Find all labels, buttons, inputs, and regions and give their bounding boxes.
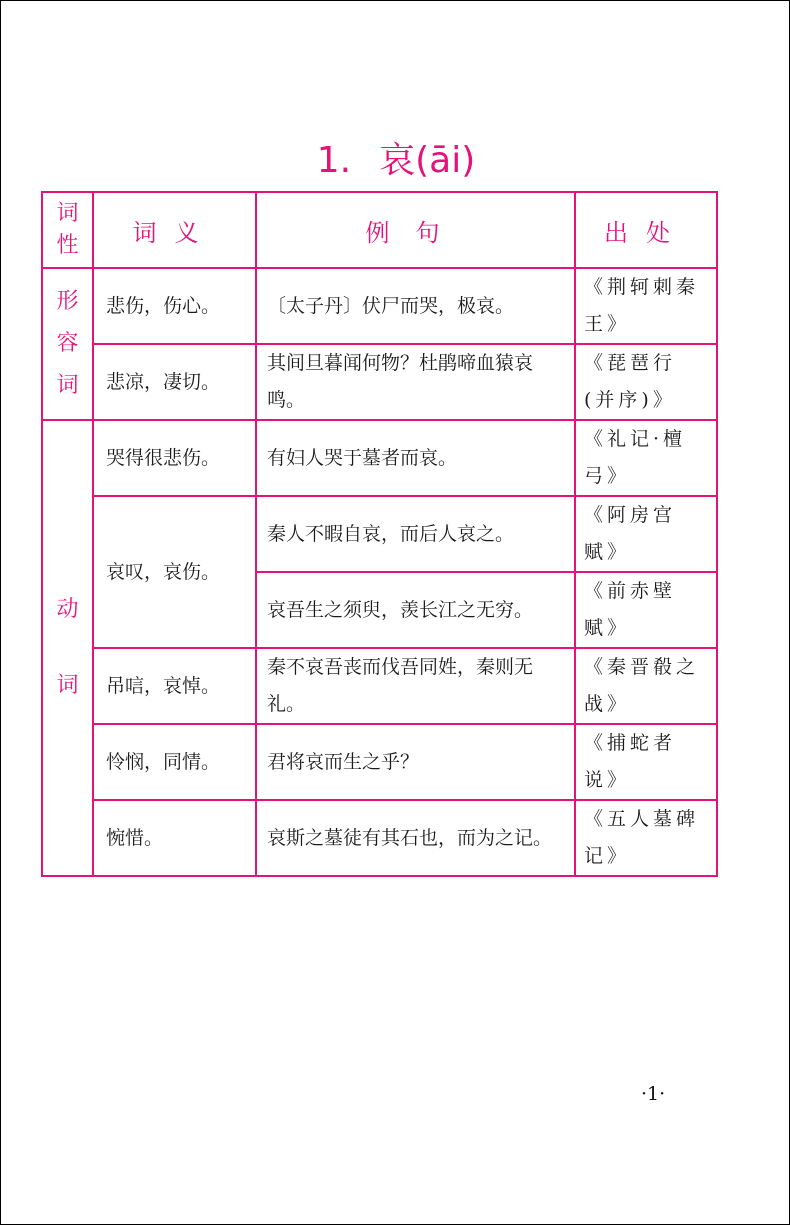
meaning-cell: 怜悯，同情。: [93, 724, 256, 800]
page-title: [1, 139, 790, 183]
page-number: ·1·: [641, 1083, 666, 1105]
example-cell: 〔太子丹〕伏尸而哭，极哀。: [256, 268, 575, 344]
source-cell: 《荆轲刺秦王》: [575, 268, 717, 344]
example-cell: 君将哀而生之乎？: [256, 724, 575, 800]
header-source: 出处: [575, 192, 717, 268]
source-cell: 《琵琶行(并序)》: [575, 344, 717, 420]
source-cell: 《阿房宫赋》: [575, 496, 717, 572]
header-meaning: 词义: [93, 192, 256, 268]
pos-adjective: 形 容 词: [42, 268, 93, 420]
header-part-of-speech: 词 性: [42, 192, 93, 268]
source-cell: 《秦晋殽之战》: [575, 648, 717, 724]
example-cell: 秦人不暇自哀，而后人哀之。: [256, 496, 575, 572]
headword: 哀(āi): [379, 140, 476, 181]
example-cell: 秦不哀吾丧而伐吾同姓，秦则无礼。: [256, 648, 575, 724]
table-row: [42, 800, 717, 876]
meaning-cell: 哀叹，哀伤。: [93, 496, 256, 648]
table-row: [42, 420, 717, 496]
meaning-cell: 惋惜。: [93, 800, 256, 876]
table-row: [42, 496, 717, 572]
source-cell: 《前赤壁赋》: [575, 572, 717, 648]
table-row: [42, 344, 717, 420]
word-meaning-table: [41, 191, 718, 877]
entry-number: 1.: [316, 140, 352, 181]
meaning-cell: 吊唁，哀悼。: [93, 648, 256, 724]
header-example: 例句: [256, 192, 575, 268]
table-row: [42, 268, 717, 344]
example-cell: 哀吾生之须臾，羡长江之无穷。: [256, 572, 575, 648]
table-row: [42, 648, 717, 724]
source-cell: 《礼记·檀弓》: [575, 420, 717, 496]
source-cell: 《五人墓碑记》: [575, 800, 717, 876]
meaning-cell: 悲凉，凄切。: [93, 344, 256, 420]
example-cell: 哀斯之墓徒有其石也，而为之记。: [256, 800, 575, 876]
table-header-row: [42, 192, 717, 268]
example-cell: 有妇人哭于墓者而哀。: [256, 420, 575, 496]
meaning-cell: 悲伤，伤心。: [93, 268, 256, 344]
meaning-cell: 哭得很悲伤。: [93, 420, 256, 496]
source-cell: 《捕蛇者说》: [575, 724, 717, 800]
pos-verb: 动 词: [42, 420, 93, 876]
example-cell: 其间旦暮闻何物？杜鹃啼血猿哀鸣。: [256, 344, 575, 420]
table-row: [42, 724, 717, 800]
